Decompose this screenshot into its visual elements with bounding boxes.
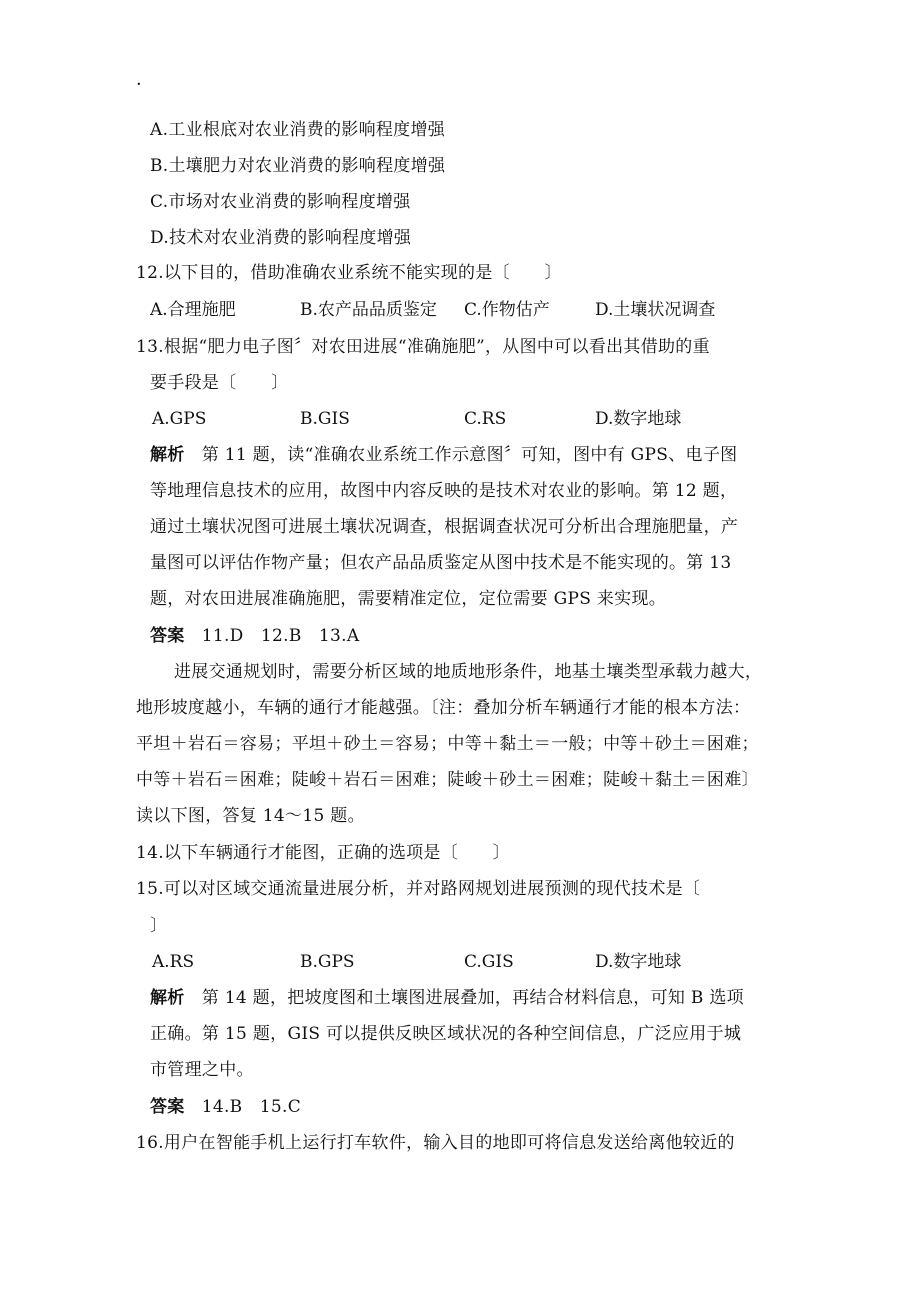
q12-option-b: B.农产品品质鉴定 xyxy=(300,300,437,320)
q11-option-b: B.土壤肥力对农业消费的影响程度增强 xyxy=(150,156,446,176)
answer-2-label: 答案 xyxy=(150,1097,185,1117)
q16-stem: 16.用户在智能手机上运行打车软件，输入目的地即可将信息发送给离他较近的 xyxy=(136,1133,735,1153)
explanation-1-line2: 等地理信息技术的应用，故图中内容反映的是技术对农业的影响。第 12 题， xyxy=(150,481,738,501)
q12-option-c: C.作物估产 xyxy=(464,300,550,320)
explanation-1-label: 解析 xyxy=(150,445,185,465)
explanation-2-line3: 市管理之中。 xyxy=(150,1060,254,1080)
q15-option-b: B.GPS xyxy=(300,952,355,972)
explanation-2-label: 解析 xyxy=(150,988,185,1008)
q15-stem-line2: 〕 xyxy=(150,916,168,936)
q15-option-a: A.RS xyxy=(152,952,195,972)
q12-stem: 12.以下目的，借助准确农业系统不能实现的是〔 〕 xyxy=(136,263,562,283)
material-line2: 地形坡度越小，车辆的通行才能越强。〔注：叠加分析车辆通行才能的根本方法： xyxy=(136,698,751,718)
q13-stem-line2: 要手段是〔 〕 xyxy=(150,373,289,393)
q12-option-a: A.合理施肥 xyxy=(150,300,236,320)
answer-1 xyxy=(150,624,359,648)
q15-option-c: C.GIS xyxy=(464,952,514,972)
explanation-1-line4: 量图可以评估作物产量；但农产品品质鉴定从图中技术是不能实现的。第 13 xyxy=(150,553,732,573)
material-line3: 平坦＋岩石＝容易；平坦＋砂土＝容易；中等＋黏土＝一般；中等＋砂土＝困难； xyxy=(136,734,759,754)
page-marker-dot: · xyxy=(136,74,142,95)
q15-option-d: D.数字地球 xyxy=(595,952,682,972)
q11-option-a: A.工业根底对农业消费的影响程度增强 xyxy=(150,120,446,140)
q13-options xyxy=(0,407,920,431)
q15-stem-line1: 15.可以对区域交通流量进展分析，并对路网规划进展预测的现代技术是〔 xyxy=(136,879,701,899)
material-line4: 中等＋岩石＝困难；陡峻＋岩石＝困难；陡峻＋砂土＝困难；陡峻＋黏土＝困难〕 xyxy=(136,770,759,790)
answer-1-text: 11.D 12.B 13.A xyxy=(201,626,360,646)
q11-option-d: D.技术对农业消费的影响程度增强 xyxy=(150,228,412,248)
answer-2-text: 14.B 15.C xyxy=(201,1097,302,1117)
q13-option-d: D.数字地球 xyxy=(595,409,682,429)
answer-1-label: 答案 xyxy=(150,626,185,646)
explanation-1-line1 xyxy=(150,443,737,467)
q14-stem: 14.以下车辆通行才能图，正确的选项是〔 〕 xyxy=(136,843,510,863)
q13-option-b: B.GIS xyxy=(300,409,350,429)
material-line5: 读以下图，答复 14～15 题。 xyxy=(136,806,365,826)
explanation-2-text: 第 14 题，把坡度图和土壤图进展叠加，再结合材料信息，可知 B 选项 xyxy=(201,988,744,1008)
explanation-2-line1 xyxy=(150,986,744,1010)
explanation-2-line2: 正确。第 15 题，GIS 可以提供反映区域状况的各种空间信息，广泛应用于城 xyxy=(150,1024,742,1044)
explanation-1-text: 第 11 题，读“准确农业系统工作示意图〞可知，图中有 GPS、电子图 xyxy=(201,445,738,465)
q15-options xyxy=(0,950,920,974)
q12-option-d: D.土壤状况调查 xyxy=(595,300,716,320)
explanation-1-line5: 题，对农田进展准确施肥，需要精准定位，定位需要 GPS 来实现。 xyxy=(150,589,667,609)
material-line1: 进展交通规划时，需要分析区域的地质地形条件，地基土壤类型承载力越大， xyxy=(174,662,763,682)
q13-stem-line1: 13.根据“肥力电子图〞对农田进展“准确施肥”，从图中可以看出其借助的重 xyxy=(136,337,710,357)
q13-option-c: C.RS xyxy=(464,409,507,429)
explanation-1-line3: 通过土壤状况图可进展土壤状况调查，根据调查状况可分析出合理施肥量，产 xyxy=(150,517,739,537)
answer-2 xyxy=(150,1095,301,1119)
q11-option-c: C.市场对农业消费的影响程度增强 xyxy=(150,192,411,212)
q12-options xyxy=(0,298,920,322)
q13-option-a: A.GPS xyxy=(152,409,207,429)
